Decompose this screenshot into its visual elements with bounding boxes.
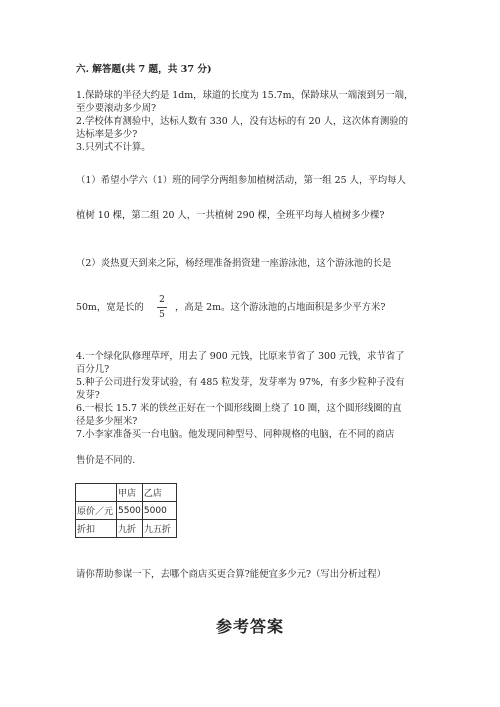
question-4-line-2: 百分几? <box>76 364 110 375</box>
table-header-cell <box>76 484 117 502</box>
section-title: 六. 解答题(共 7 题，共 37 分) <box>76 64 212 75</box>
question-2-line-2: 达标率是多少? <box>76 129 138 140</box>
fraction-denominator: 5 <box>159 310 165 320</box>
fraction-bar <box>157 307 167 308</box>
question-4 <box>76 350 416 376</box>
table-cell: 折扣 <box>76 520 117 538</box>
table-cell: 九五折 <box>142 520 176 538</box>
question-7-prompt: 请你帮助参谋一下，去哪个商店买更合算?能便宜多少元?（写出分析过程） <box>76 569 387 580</box>
table-header-cell: 甲店 <box>117 484 143 502</box>
question-2 <box>76 115 416 141</box>
question-7-line-1: 7.小李家准备买一台电脑。他发现同种型号、同种规格的电脑，在不同的商店 <box>76 429 395 440</box>
table-cell: 原价／元 <box>76 502 117 520</box>
question-1-line-2: 至少要滚动多少周? <box>76 103 157 114</box>
fraction-two-fifths <box>157 294 167 321</box>
table-header-cell: 乙店 <box>142 484 176 502</box>
question-3-1-line-1: （1）希望小学六（1）班的同学分两组参加植树活动，第一组 25 人，平均每人 <box>76 175 406 186</box>
price-table <box>75 483 177 538</box>
question-6-line-1: 6.一根长 15.7 米的铁丝正好在一个圆形线圈上绕了 10 圈，这个圆形线圈的直 <box>76 403 402 414</box>
fraction-numerator: 2 <box>159 295 165 305</box>
question-5-line-1: 5.种子公司进行发芽试验，有 485 粒发芽，发芽率为 97%，有多少粒种子没有 <box>76 377 405 388</box>
question-6 <box>76 402 416 428</box>
table-cell: 5000 <box>142 502 176 520</box>
question-3: 3.只列式不计算。 <box>76 142 151 153</box>
question-1 <box>76 89 416 115</box>
table-header-row <box>76 484 177 502</box>
question-3-2-line-1: （2）炎热夏天到来之际，杨经理准备捐资建一座游泳池，这个游泳池的长是 <box>76 258 392 269</box>
question-2-line-1: 2.学校体育测验中，达标人数有 330 人，没有达标的有 20 人，这次体育测验的 <box>76 116 408 127</box>
table-cell: 九折 <box>117 520 143 538</box>
question-3-2-line-2-start: 50m，宽是长的 <box>76 302 144 313</box>
question-6-line-2: 径是多少厘米? <box>76 416 138 427</box>
question-3-2-line-2-end: ，高是 2m。这个游泳池的占地面积是多少平方米? <box>175 302 386 313</box>
table-row <box>76 502 177 520</box>
answer-heading: 参考答案 <box>215 617 284 636</box>
question-5 <box>76 376 416 402</box>
table-cell: 5500 <box>117 502 143 520</box>
question-1-line-1: 1.保龄球的半径大约是 1dm，球道的长度为 15.7m，保龄球从一端滚到另一端， <box>76 90 414 101</box>
question-4-line-1: 4.一个绿化队修理草坪，用去了 900 元钱，比原来节省了 300 元钱，求节省了 <box>76 351 405 362</box>
question-7-line-2: 售价是不同的. <box>76 455 136 466</box>
question-3-1-line-2: 植树 10 棵，第二组 20 人，一共植树 290 棵，全班平均每人植树多少棵? <box>76 210 385 221</box>
question-5-line-2: 发芽? <box>76 390 100 401</box>
table-row <box>76 520 177 538</box>
